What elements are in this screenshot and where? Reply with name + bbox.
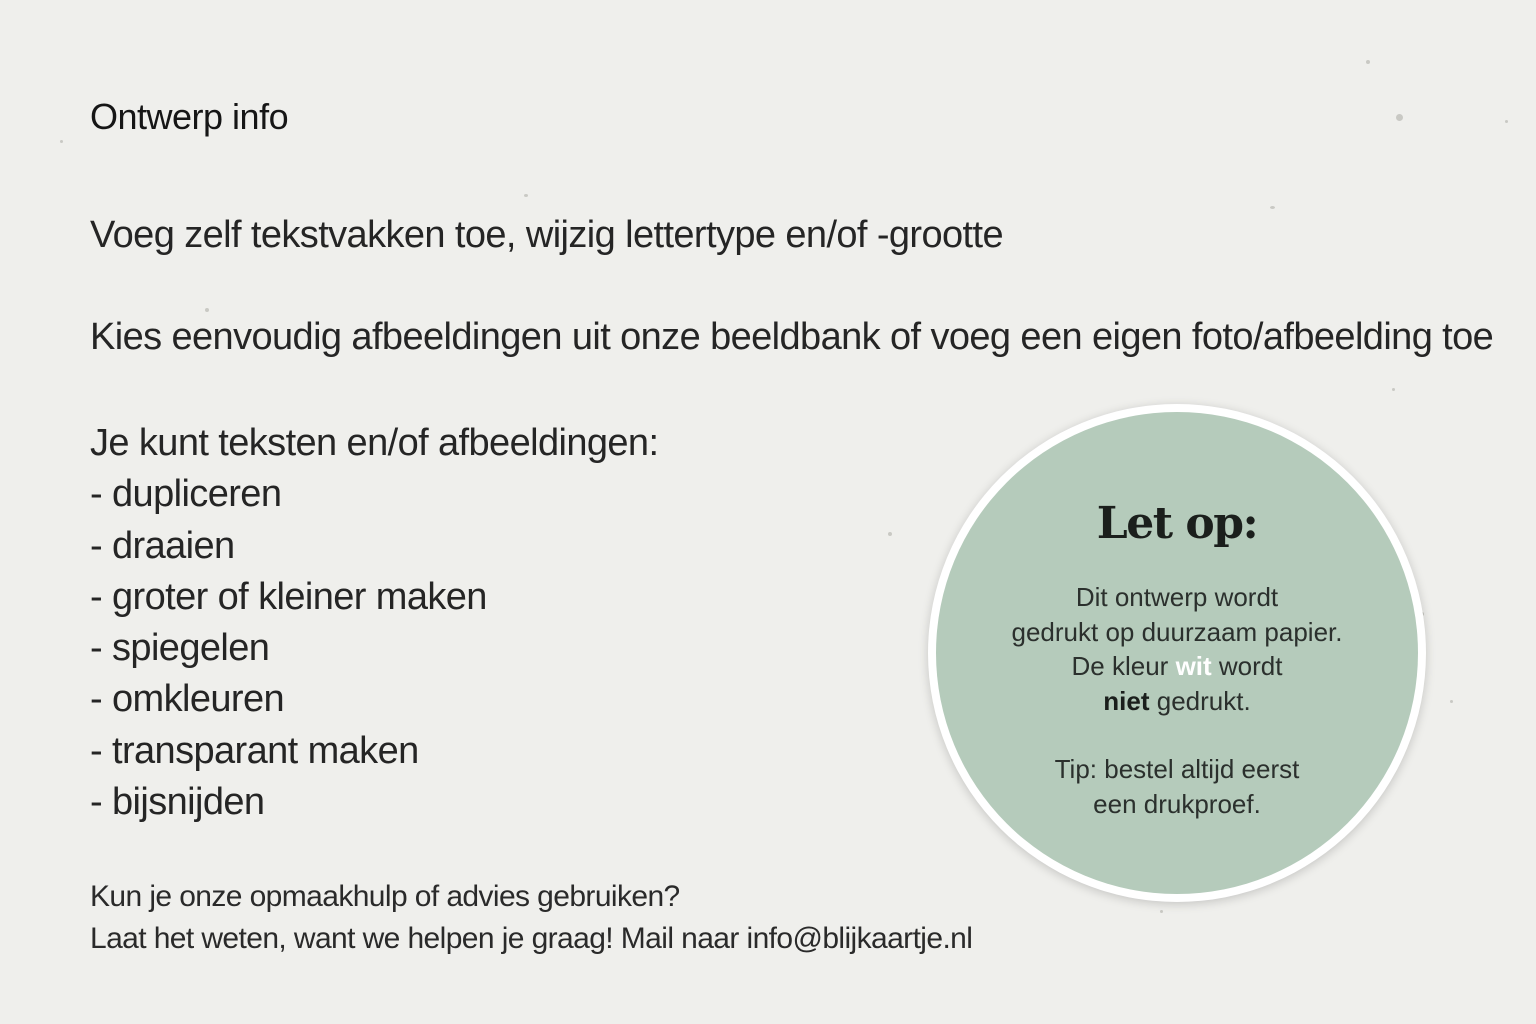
notice-line: Dit ontwerp wordt [1075,582,1279,612]
list-item: - bijsnijden [90,781,265,824]
paper-speck [1450,700,1453,703]
notice-body [936,580,1418,718]
paper-speck [888,532,892,536]
paper-speck [1366,60,1370,64]
options-list [90,418,658,828]
notice-line [936,684,1418,719]
paper-speck [524,194,528,197]
list-item: - draaien [90,524,235,567]
footer-contact-line: Laat het weten, want we helpen je graag! Mail naar info@blijkaartje.nl [90,922,973,955]
list-item: - groter of kleiner maken [90,575,487,618]
paper-speck [1396,114,1403,121]
highlight-white: wit [1175,651,1212,681]
paper-speck [1505,120,1508,123]
tip-line: Tip: bestel altijd eerst [1054,754,1300,784]
options-intro: Je kunt teksten en/of afbeeldingen: [90,422,659,464]
notice-tip [936,752,1418,821]
list-item: - spiegelen [90,627,270,670]
list-item: - omkleuren [90,678,285,721]
paper-speck [1160,910,1163,913]
info-line-text-boxes: Voeg zelf tekstvakken toe, wijzig lettertype en/of -grootte [90,214,1004,256]
paper-speck [1392,388,1395,391]
notice-text: gedrukt. [1149,685,1251,716]
paper-speck [1270,206,1275,209]
notice-text: wordt [1211,651,1283,681]
notice-line [936,649,1418,684]
info-line-images: Kies eenvoudig afbeeldingen uit onze beeldbank of voeg een eigen foto/afbeelding toe [90,316,1494,358]
page-title: Ontwerp info [90,96,289,137]
notice-badge [928,404,1426,902]
tip-line: een drukproef. [1093,788,1261,819]
paper-speck [60,140,63,143]
footer-question: Kun je onze opmaakhulp of advies gebruiken? [90,880,680,913]
notice-text: De kleur [1071,651,1176,681]
notice-line: gedrukt op duurzaam papier. [1011,616,1343,647]
paper-speck [205,308,209,312]
highlight-not: niet [1103,685,1150,716]
notice-title: Let op: [1096,498,1258,549]
list-item: - dupliceren [90,473,282,516]
list-item: - transparant maken [90,729,419,772]
notice-circle [936,412,1418,894]
contact-footer [90,876,972,960]
